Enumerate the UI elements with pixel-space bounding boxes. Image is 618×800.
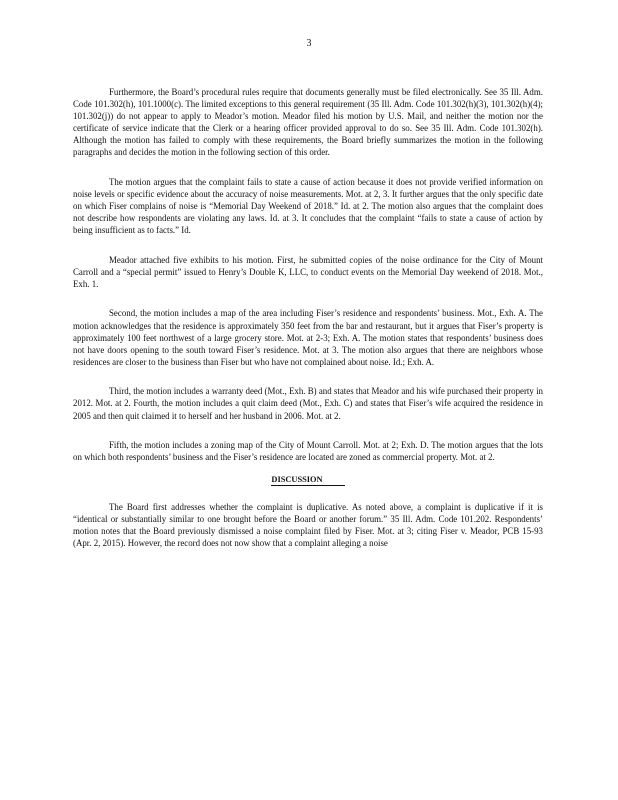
section-heading-discussion: [73, 475, 543, 486]
paragraph-exhibits-fifth: Fifth, the motion includes a zoning map of the City of Mount Carroll. Mot. at 2; Exh. D. The motion argues that the lots on which both respondents’ business and the Fiser’s residence are located are zoned as commercial property. Mot. at 2.: [73, 440, 543, 463]
paragraph-filing-requirements: Furthermore, the Board’s procedural rules require that documents generally must be filed electronically. See 35 Ill. Adm. Code 101.302(h), 101.1000(c). The limited exceptions to this general requirement (35 Ill. Adm. Code 101.302(h)(3), 101.302(h)(4); 101.302(j)) do not appear to apply to Meador’s motion. Meador filed his motion by U.S. Mail, and neither the motion nor the certificate of service indicate that the Clerk or a hearing officer provided approval to do so. See 35 Ill. Adm. Code 101.302(h). Although the motion has failed to comply with these requirements, the Board briefly summarizes the motion in the following paragraphs and decides the motion in the following section of this order.: [73, 87, 543, 158]
paragraph-exhibits-first: Meador attached five exhibits to his motion. First, he submitted copies of the noise ordinance for the City of Mount Carroll and a “special permit” issued to Henry’s Double K, LLC, to conduct events on the Memorial Day weekend of 2018. Mot., Exh. 1.: [73, 254, 543, 289]
discussion-heading-text: DISCUSSION: [271, 475, 344, 486]
paragraph-discussion-duplicative: The Board first addresses whether the complaint is duplicative. As noted above, a complaint is duplicative if it is “identical or substantially similar to one brought before the Board or another forum.” 35 Ill. Adm. Code 101.202. Respondents’ motion notes that the Board previously dismissed a noise complaint filed by Fiser. Mot. at 3; citing Fiser v. Meador, PCB 15-93 (Apr. 2, 2015). However, the record does not now show that a complaint alleging a noise: [73, 501, 543, 548]
paragraph-motion-arguments: The motion argues that the complaint fails to state a cause of action because it does not provide verified information on noise levels or specific evidence about the accuracy of noise measurements. Mot. at 2, 3. It further argues that the only specific date on which Fiser complains of noise is “Memorial Day Weekend of 2018.” Id. at 2. The motion also argues that the complaint does not describe how respondents are violating any laws. Id. at 3. It concludes that the complaint “fails to state a cause of action by being insufficient as to facts.” Id.: [73, 176, 543, 236]
page-number: 3: [306, 38, 312, 49]
paragraph-exhibits-second: Second, the motion includes a map of the area including Fiser’s residence and respondents’ business. Mot., Exh. A. The motion acknowledges that the residence is approximately 350 feet from the bar and restaurant, but it argues that Fiser’s property is approximately 100 feet northwest of a large grocery store. Mot. at 2-3; Exh. A. The motion states that respondents’ business does not have doors opening to the south toward Fiser’s residence. Mot. at 3. The motion also argues that there are neighbors whose residences are closer to the business than Fiser but who have not complained about noise. Id.; Exh. A.: [73, 308, 543, 367]
paragraph-exhibits-third-fourth: Third, the motion includes a warranty deed (Mot., Exh. B) and states that Meador and his wife purchased their property in 2012. Mot. at 2. Fourth, the motion includes a quit claim deed (Mot., Exh. C) and states that Fiser’s wife acquired the residence in 2005 and then quit claimed it to herself and her husband in 2006. Mot. at 2.: [73, 386, 543, 421]
document-body: [73, 86, 543, 566]
